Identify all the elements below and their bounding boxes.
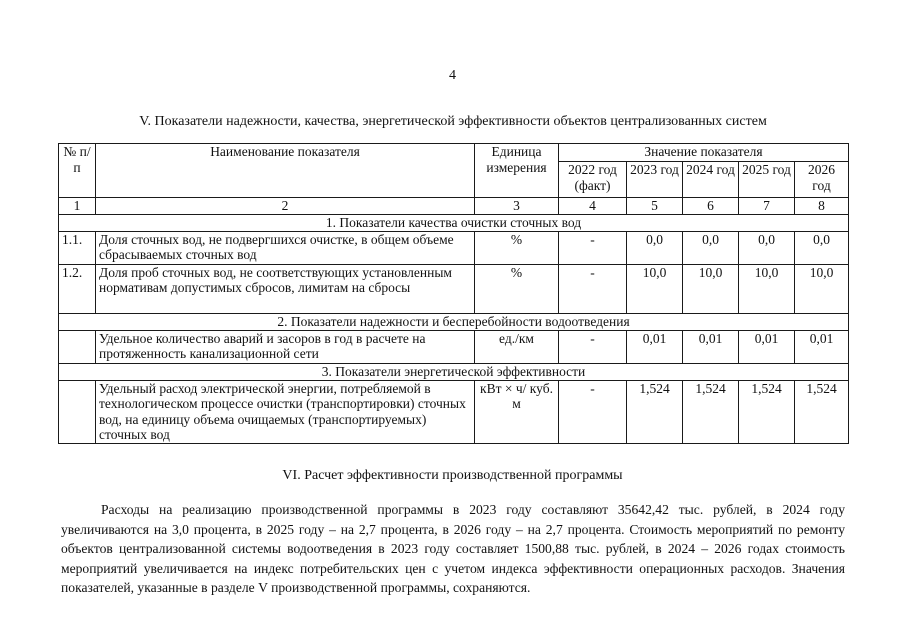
table-row — [59, 380, 849, 443]
header-num: № п/п — [59, 144, 96, 198]
row-unit: % — [475, 264, 559, 313]
section-6-title: VI. Расчет эффективности производственной программы — [282, 468, 623, 483]
column-index: 7 — [739, 198, 795, 215]
group-title-reliability: 2. Показатели надежности и бесперебойности водоотведения — [59, 313, 849, 330]
column-index: 4 — [559, 198, 627, 215]
section-6-paragraph: Расходы на реализацию производственной программы в 2023 году составляют 35642,42 тыс. рублей, в 2024 году увеличиваются на 3,0 процента, в 2025 году – на 2,7 процента, в 2026 году – на 2,7 процента. Стоимость мероприятий по ремонту объектов централизованной системы водоотведения в 2023 году составляет 1500,88 тыс. рублей, в 2024 – 2026 годах стоимость мероприятий увеличивается на индекс потребительских цен с учетом индекса эффективности операционных расходов. Значения показателей, указанные в разделе V производственной программы, сохраняются. — [61, 502, 845, 595]
row-fact: - — [559, 330, 627, 363]
header-year-2024: 2024 год — [683, 162, 739, 198]
row-fact: - — [559, 231, 627, 264]
row-num — [59, 380, 96, 443]
row-value-2025: 10,0 — [739, 264, 795, 313]
row-unit: кВт × ч/ куб. м — [475, 380, 559, 443]
row-value-2024: 0,0 — [683, 231, 739, 264]
row-value-2026: 10,0 — [795, 264, 849, 313]
group-title-energy: 3. Показатели энергетической эффективности — [59, 363, 849, 380]
row-value-2026: 0,0 — [795, 231, 849, 264]
header-unit: Единица измерения — [475, 144, 559, 198]
row-name: Доля проб сточных вод, не соответствующих установленным нормативам допустимых сбросов, лимитам на сбросы — [96, 264, 475, 313]
group-row-quality — [59, 214, 849, 231]
row-value-2025: 1,524 — [739, 380, 795, 443]
row-unit: % — [475, 231, 559, 264]
column-index: 1 — [59, 198, 96, 215]
row-name: Доля сточных вод, не подвергшихся очистке, в общем объеме сбрасываемых сточных вод — [96, 231, 475, 264]
column-index: 3 — [475, 198, 559, 215]
header-year-2022: 2022 год (факт) — [559, 162, 627, 198]
row-value-2025: 0,0 — [739, 231, 795, 264]
group-row-energy — [59, 363, 849, 380]
row-fact: - — [559, 264, 627, 313]
row-name: Удельный расход электрической энергии, потребляемой в технологическом процессе очистки (транспортировки) сточных вод, на единицу объема очищаемых (транспортируемых) сточных вод — [96, 380, 475, 443]
row-value-2023: 0,01 — [627, 330, 683, 363]
row-value-2026: 1,524 — [795, 380, 849, 443]
row-unit: ед./км — [475, 330, 559, 363]
header-year-2025: 2025 год — [739, 162, 795, 198]
table-row — [59, 264, 849, 313]
row-value-2024: 10,0 — [683, 264, 739, 313]
table-row — [59, 231, 849, 264]
column-index: 6 — [683, 198, 739, 215]
row-value-2023: 0,0 — [627, 231, 683, 264]
header-year-2023: 2023 год — [627, 162, 683, 198]
column-index: 5 — [627, 198, 683, 215]
row-value-2026: 0,01 — [795, 330, 849, 363]
indicators-table — [58, 143, 849, 444]
header-year-2026: 2026 год — [795, 162, 849, 198]
row-value-2023: 10,0 — [627, 264, 683, 313]
section-5-title: V. Показатели надежности, качества, энергетической эффективности объектов централизованных систем — [139, 114, 767, 129]
table-row — [59, 330, 849, 363]
column-index: 2 — [96, 198, 475, 215]
row-value-2023: 1,524 — [627, 380, 683, 443]
group-title-quality: 1. Показатели качества очистки сточных вод — [59, 214, 849, 231]
header-value-group: Значение показателя — [559, 144, 849, 162]
group-row-reliability — [59, 313, 849, 330]
row-num: 1.2. — [59, 264, 96, 313]
row-num: 1.1. — [59, 231, 96, 264]
header-name: Наименование показателя — [96, 144, 475, 198]
table-header-row — [59, 144, 849, 162]
row-name: Удельное количество аварий и засоров в год в расчете на протяженность канализационной сети — [96, 330, 475, 363]
column-index-row — [59, 198, 849, 215]
row-fact: - — [559, 380, 627, 443]
row-value-2024: 1,524 — [683, 380, 739, 443]
column-index: 8 — [795, 198, 849, 215]
row-num — [59, 330, 96, 363]
row-value-2024: 0,01 — [683, 330, 739, 363]
row-value-2025: 0,01 — [739, 330, 795, 363]
page-number: 4 — [449, 68, 456, 83]
